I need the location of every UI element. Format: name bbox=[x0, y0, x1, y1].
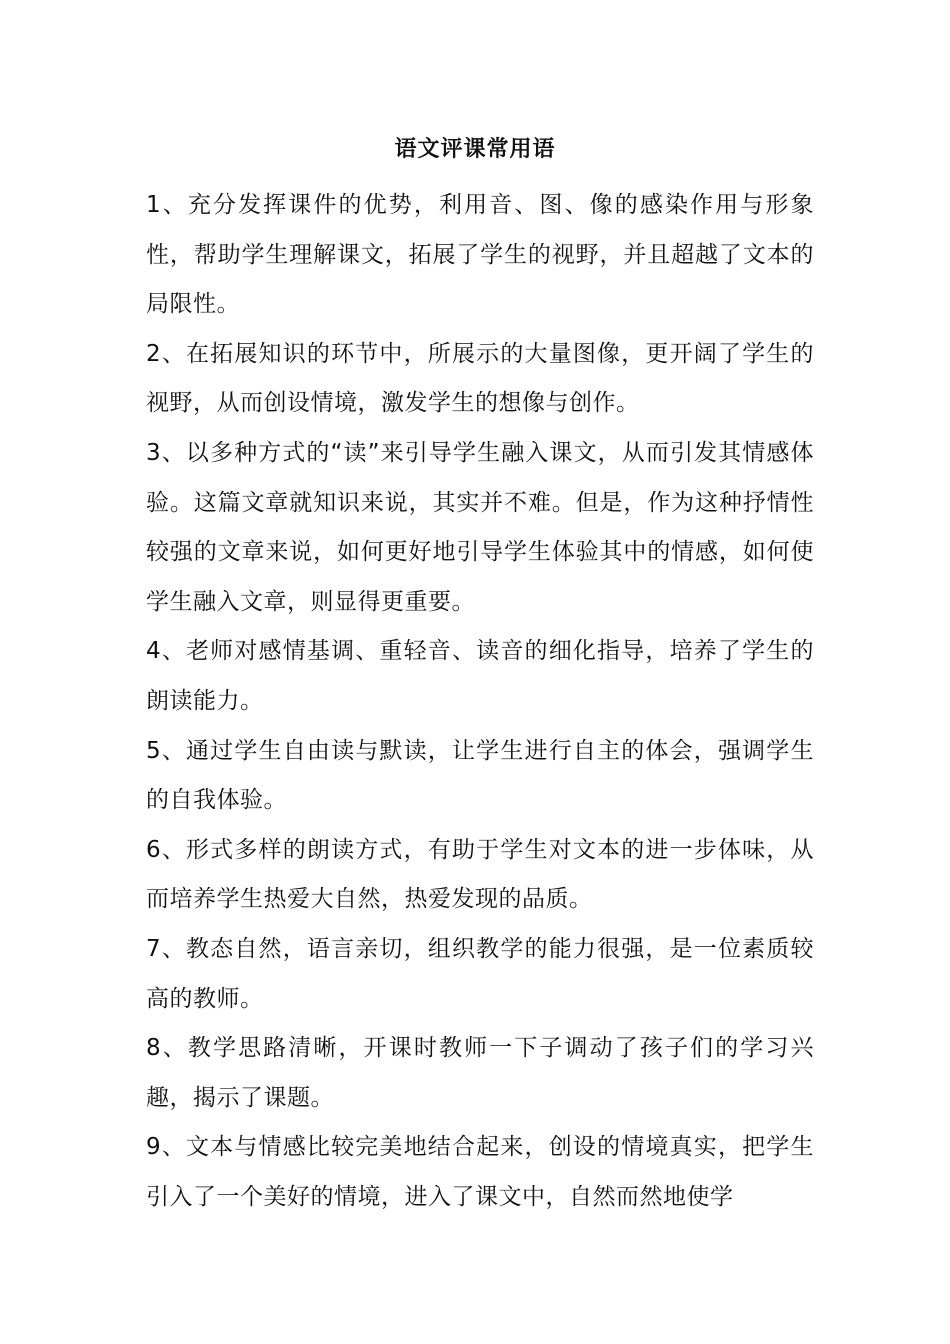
paragraph-1: 1、充分发挥课件的优势，利用音、图、像的感染作用与形象性，帮助学生理解课文，拓展了学生的视野，并且超越了文本的局限性。 bbox=[146, 192, 814, 318]
document-title: 语文评课常用语 bbox=[394, 137, 556, 162]
paragraph-3: 3、以多种方式的“读”来引导学生融入课文，从而引发其情感体验。这篇文章就知识来说，其实并不难。但是，作为这种抒情性较强的文章来说，如何更好地引导学生体验其中的情感，如何使学生融入文章，则显得更重要。 bbox=[146, 439, 814, 615]
paragraph-5: 5、通过学生自由读与默读，让学生进行自主的体会，强调学生的自我体验。 bbox=[146, 737, 814, 814]
paragraph-9: 9、文本与情感比较完美地结合起来，创设的情境真实，把学生引入了一个美好的情境，进入了课文中，自然而然地使学 bbox=[146, 1134, 814, 1210]
paragraph-4: 4、老师对感情基调、重轻音、读音的细化指导，培养了学生的朗读能力。 bbox=[146, 638, 814, 714]
paragraph-2: 2、在拓展知识的环节中，所展示的大量图像，更开阔了学生的视野，从而创设情境，激发学生的想像与创作。 bbox=[146, 340, 814, 417]
document-body bbox=[146, 181, 814, 1222]
paragraph-6: 6、形式多样的朗读方式，有助于学生对文本的进一步体味，从而培养学生热爱大自然，热爱发现的品质。 bbox=[146, 836, 814, 913]
paragraph-7: 7、教态自然，语言亲切，组织教学的能力很强，是一位素质较高的教师。 bbox=[146, 935, 814, 1012]
paragraph-8: 8、教学思路清晰，开课时教师一下子调动了孩子们的学习兴趣，揭示了课题。 bbox=[146, 1035, 814, 1111]
